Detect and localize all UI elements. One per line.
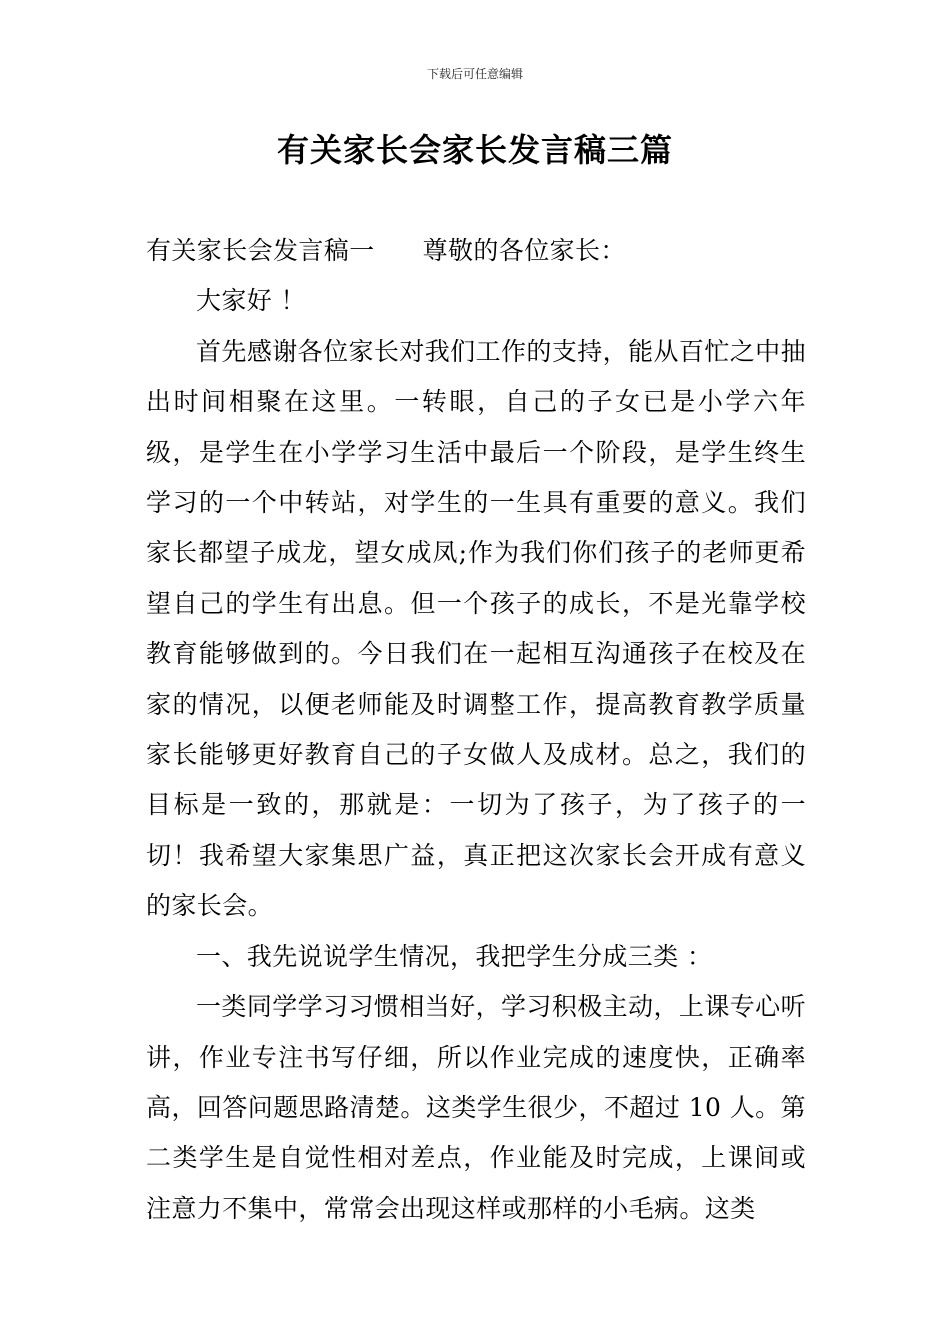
body-paragraph: 首先感谢各位家长对我们工作的支持，能从百忙之中抽出时间相聚在这里。一转眼，自己的子女已是小学六年级，是学生在小学学习生活中最后一个阶段，是学生终生学习的一个中转站，对学生的一生具有重要的意义。我们家长都望子成龙，望女成凤;作为我们你们孩子的老师更希望自己的学生有出息。但一个孩子的成长，不是光靠学校教育能够做到的。今日我们在一起相互沟通孩子在校及在家的情况，以便老师能及时调整工作，提高教育教学质量家长能够更好教育自己的子女做人及成材。总之，我们的目标是一致的，那就是：一切为了孩子，为了孩子的一切！我希望大家集思广益，真正把这次家长会开成有意义的家长会。 [146,336,806,921]
section-label: 有关家长会发言稿一 [146,236,375,265]
body-paragraph: 一类同学学习习惯相当好，学习积极主动，上课专心听讲，作业专注书写仔细，所以作业完成的速度快，正确率高，回答问题思路清楚。这类学生很少，不超过 10 人。第二类学生是自觉性相对差点，作业能及时完成，上课间或注意力不集中，常常会出现这样或那样的小毛病。这类 [146,992,806,1223]
header-note: 下载后可任意编辑 [426,67,523,81]
document-body [146,226,806,1234]
opening-line [146,226,806,276]
greeting-paragraph: 大家好 ！ [196,286,306,316]
section-heading-paragraph: 一、我先说说学生情况，我把学生分成三类 ： [196,941,713,971]
salutation: 尊敬的各位家长： [422,236,626,265]
document-title: 有关家长会家长发言稿三篇 [276,131,673,169]
